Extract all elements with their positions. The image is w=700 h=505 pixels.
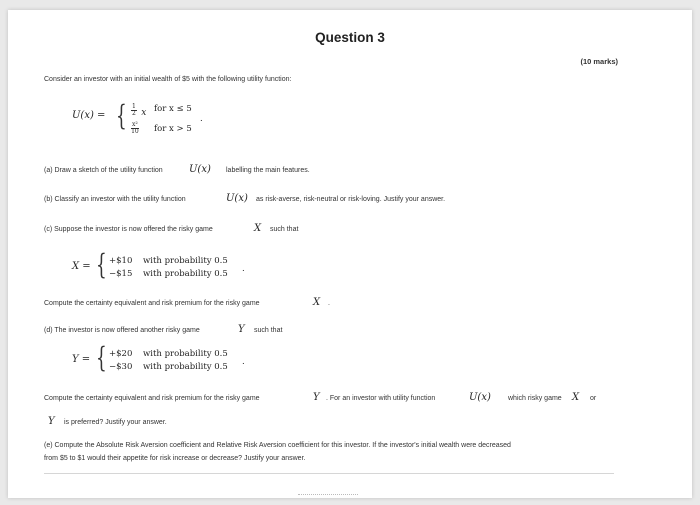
utility-case2-condition: for x > 5 <box>154 124 192 134</box>
game-x-lhs: X = <box>72 261 91 272</box>
game-x-row1-prob: with probability 0.5 <box>143 256 228 266</box>
intro-text: Consider an investor with an initial wealth of $5 with the following utility function: <box>44 76 292 83</box>
game-y-row1-value: +$20 <box>109 349 133 359</box>
part-e-line1: (e) Compute the Absolute Risk Aversion coefficient and Relative Risk Aversion coefficient for this investor. If the investor's initial wealth were decreased <box>44 442 511 449</box>
part-d-followup2: . For an investor with utility function <box>326 395 436 402</box>
game-y-row1-prob: with probability 0.5 <box>143 349 228 359</box>
part-d-followup4: or <box>590 395 597 402</box>
part-c-followup-math: X <box>313 297 321 308</box>
game-x-row2-prob: with probability 0.5 <box>143 269 228 279</box>
utility-case2-expr <box>131 120 139 138</box>
utility-case1-condition: for x ≤ 5 <box>154 104 192 114</box>
part-d-text2: such that <box>254 327 283 334</box>
game-y-row2-value: −$30 <box>109 362 133 372</box>
part-c-text2: such that <box>270 226 299 233</box>
part-d-followup3: which risky game <box>508 395 562 402</box>
game-y-brace: { <box>96 341 107 374</box>
part-d-followup: Compute the certainty equivalent and risk premium for the risky game <box>44 395 260 402</box>
question-page <box>8 10 692 498</box>
question-title: Question 3 <box>315 30 385 45</box>
part-c-followup-end: . <box>328 300 330 307</box>
part-d-followup-math: Y <box>313 392 320 403</box>
part-c-followup: Compute the certainty equivalent and risk premium for the risky game <box>44 300 260 307</box>
part-c-math: X <box>254 223 262 234</box>
part-c-text: (c) Suppose the investor is now offered the risky game <box>44 226 213 233</box>
part-b-text2: as risk-averse, risk-neutral or risk-loving. Justify your answer. <box>256 196 446 203</box>
part-b-math: U(x) <box>226 193 248 204</box>
utility-lhs: U(x) = <box>72 110 106 121</box>
game-x-brace: { <box>96 248 107 281</box>
part-d-followup-math2: U(x) <box>469 392 491 403</box>
part-e-line2: from $5 to $1 would their appetite for risk increase or decrease? Justify your answer. <box>44 455 306 462</box>
game-x-row2-value: −$15 <box>109 269 133 279</box>
game-y-lhs: Y = <box>72 354 91 365</box>
utility-case1-fraction: $\frac{1}{2}$ <box>132 103 136 118</box>
game-y-end: . <box>242 357 245 367</box>
part-d-followup-math3: X <box>572 392 580 403</box>
utility-end: . <box>200 114 203 124</box>
game-y-row2-prob: with probability 0.5 <box>143 362 228 372</box>
utility-brace: { <box>116 99 127 132</box>
part-d-line2-math: Y <box>48 416 55 427</box>
part-d-math: Y <box>238 324 245 335</box>
part-d-line2-text: is preferred? Justify your answer. <box>64 419 167 426</box>
part-a-math: U(x) <box>189 164 211 175</box>
marks-label: (10 marks) <box>580 57 618 66</box>
part-a-text: (a) Draw a sketch of the utility function <box>44 167 163 174</box>
part-d-text: (d) The investor is now offered another risky game <box>44 327 200 334</box>
utility-case1-expr: $\frac{1}{2}$ x <box>132 103 147 118</box>
part-b-text: (b) Classify an investor with the utility function <box>44 196 186 203</box>
game-x-row1-value: +$10 <box>109 256 133 266</box>
page-footer-dots <box>298 494 358 496</box>
game-x-end: . <box>242 264 245 274</box>
utility-case2-fraction: $\frac{\text{x²}}{10}$ <box>131 121 139 136</box>
part-a-text2: labelling the main features. <box>226 167 310 174</box>
divider <box>44 473 614 474</box>
